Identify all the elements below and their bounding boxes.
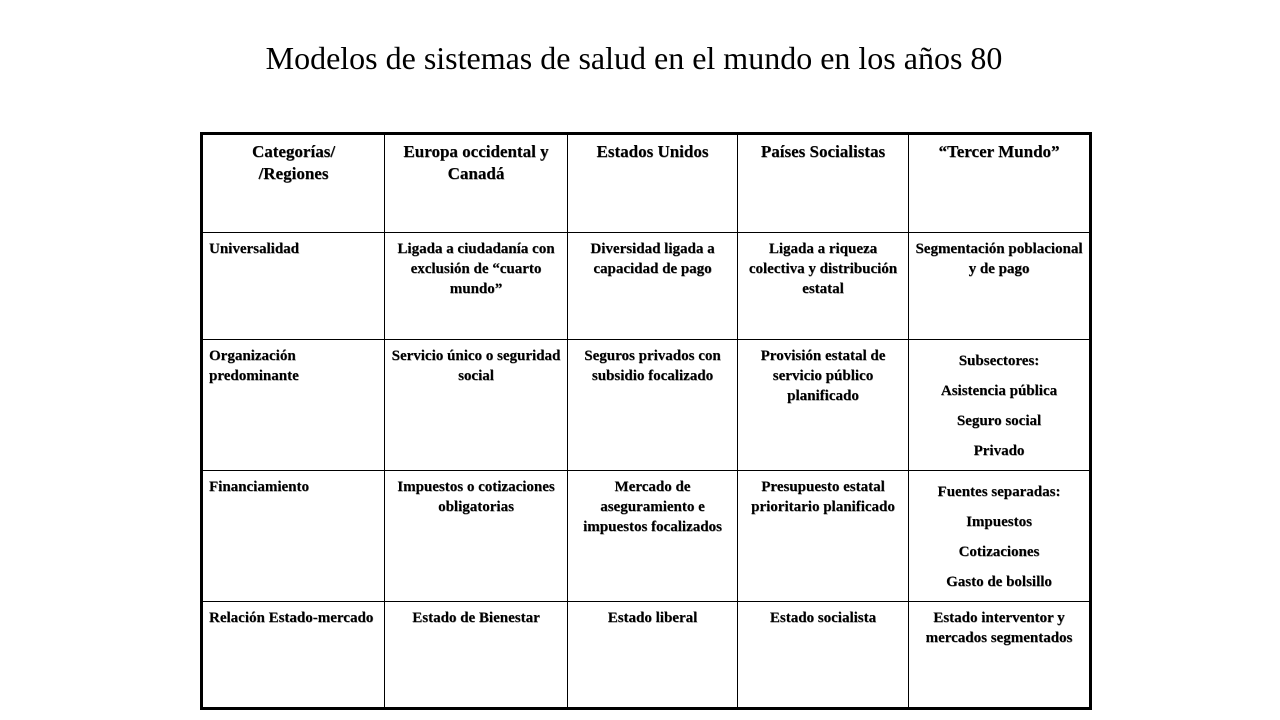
header-tercer-mundo: “Tercer Mundo” (909, 134, 1091, 233)
table-cell: Provisión estatal de servicio público planificado (738, 340, 909, 471)
table-cell: Ligada a riqueza colectiva y distribución estatal (738, 233, 909, 340)
table-cell-list (909, 471, 1091, 602)
table-cell: Mercado de aseguramiento e impuestos focalizados (568, 471, 738, 602)
header-paises-socialistas: Países Socialistas (738, 134, 909, 233)
table-cell: Diversidad ligada a capacidad de pago (568, 233, 738, 340)
health-systems-table (200, 132, 1092, 710)
list-item: Privado (973, 443, 1025, 459)
table-cell: Estado de Bienestar (385, 602, 568, 709)
table-cell: Estado liberal (568, 602, 738, 709)
row-category: Financiamiento (202, 471, 385, 602)
table-row-universalidad (202, 233, 1091, 340)
list-item: Fuentes separadas: (937, 484, 1061, 500)
page-title: Modelos de sistemas de salud en el mundo en los años 80 (265, 40, 1003, 76)
table-cell: Estado interventor y mercados segmentados (909, 602, 1091, 709)
row-category: Organización predominante (202, 340, 385, 471)
list-item: Cotizaciones (958, 544, 1040, 560)
table-cell: Seguros privados con subsidio focalizado (568, 340, 738, 471)
table-cell: Estado socialista (738, 602, 909, 709)
table-cell: Ligada a ciudadanía con exclusión de “cuarto mundo” (385, 233, 568, 340)
row-category: Universalidad (202, 233, 385, 340)
header-categories-regions (202, 134, 385, 233)
table-row-financiamiento (202, 471, 1091, 602)
table-row-relacion-estado-mercado (202, 602, 1091, 709)
table-row-organizacion (202, 340, 1091, 471)
table-cell: Segmentación poblacional y de pago (909, 233, 1091, 340)
list-item: Gasto de bolsillo (946, 574, 1052, 590)
row-category: Relación Estado-mercado (202, 602, 385, 709)
table-cell-list (909, 340, 1091, 471)
header-row (202, 134, 1091, 233)
header-categories-line1: Categorías/ (251, 142, 336, 161)
list-item: Seguro social (956, 413, 1042, 429)
list-item: Impuestos (966, 514, 1032, 530)
table-cell: Presupuesto estatal prioritario planificado (738, 471, 909, 602)
header-europa: Europa occidental y Canadá (385, 134, 568, 233)
table-cell: Servicio único o seguridad social (385, 340, 568, 471)
header-estados-unidos: Estados Unidos (568, 134, 738, 233)
header-categories-line2: /Regiones (258, 164, 329, 183)
table-cell: Impuestos o cotizaciones obligatorias (385, 471, 568, 602)
list-item: Asistencia pública (940, 383, 1058, 399)
list-item: Subsectores: (958, 353, 1040, 369)
